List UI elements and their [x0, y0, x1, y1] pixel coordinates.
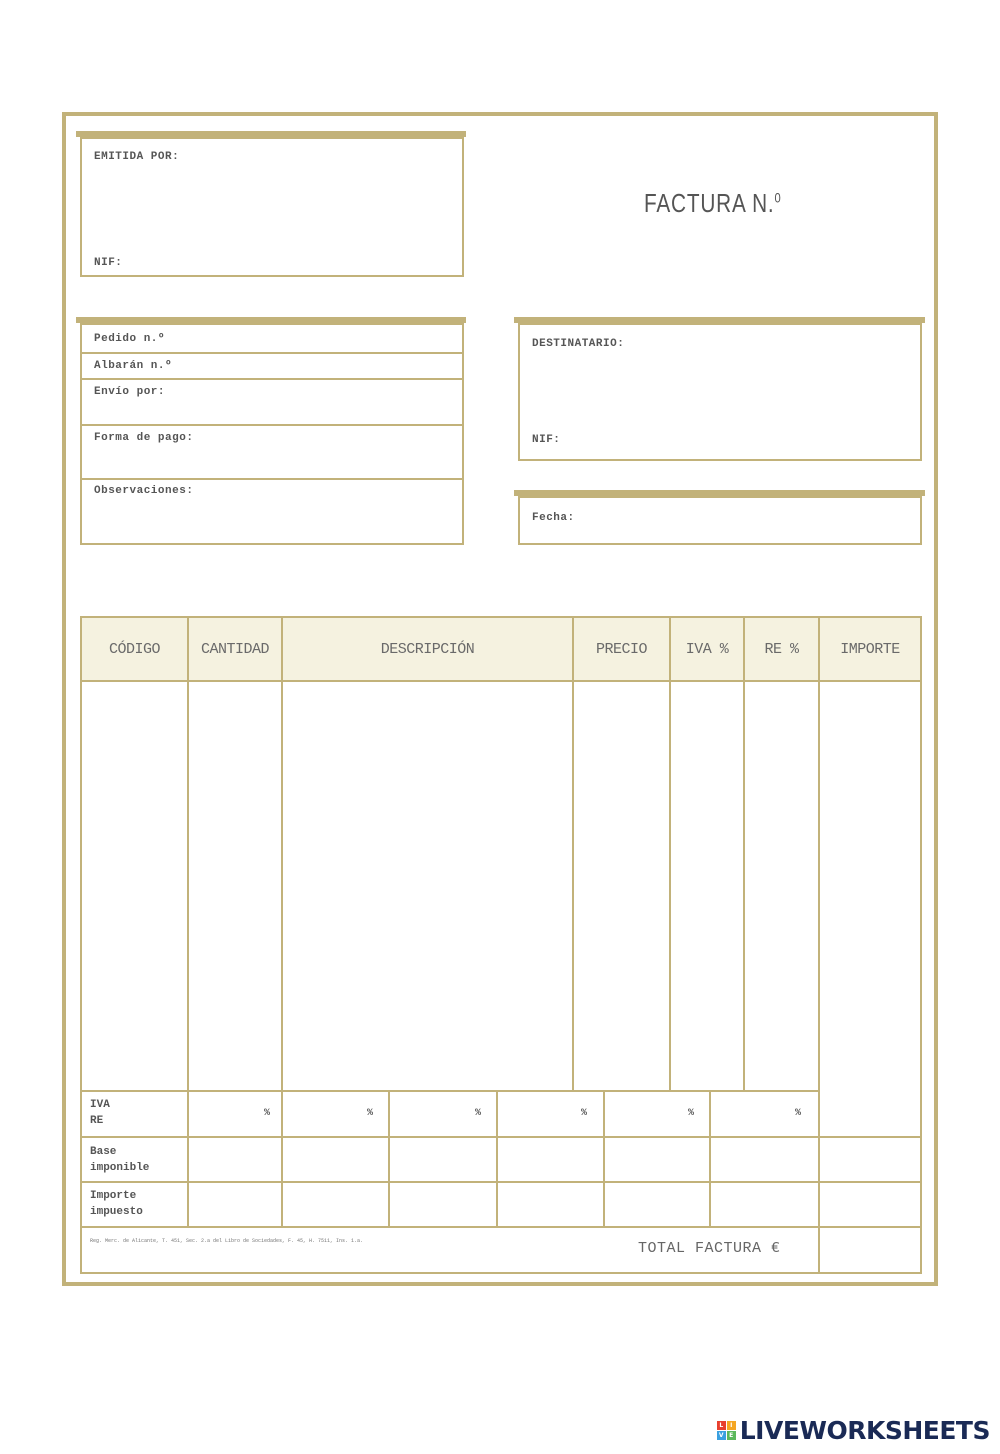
logo-mark-i: I — [727, 1421, 736, 1430]
iva-re-label — [90, 1097, 110, 1129]
pedido-label: Pedido n.º — [94, 333, 166, 345]
pct-2: % — [367, 1108, 374, 1119]
registry-note: Reg. Merc. de Alicante, T. 451, Sec. 2.a del Libro de Sociedades, F. 45, H. 7511, Ins. 1.a. — [90, 1238, 364, 1244]
fecha-label: Fecha: — [532, 512, 575, 524]
col-descripcion: DESCRIPCIÓN — [380, 640, 475, 658]
col-divider — [281, 616, 283, 1092]
divider — [80, 478, 464, 480]
re-row-label: RE — [90, 1115, 104, 1127]
summary-divider — [80, 1136, 922, 1138]
summary-col-divider — [496, 1090, 498, 1228]
col-re: RE % — [764, 640, 799, 658]
logo-text: LIVEWORKSHEETS — [739, 1416, 990, 1445]
col-divider — [743, 616, 745, 1092]
pct-4: % — [581, 1108, 588, 1119]
pct-6: % — [795, 1108, 802, 1119]
pct-5: % — [688, 1108, 695, 1119]
base-label-line1: Base — [90, 1146, 117, 1158]
summary-col-divider — [603, 1090, 605, 1228]
invoice-title: FACTURA N.$^0$ — [644, 188, 782, 218]
pct-3: % — [475, 1108, 482, 1119]
logo-mark-v: V — [717, 1431, 726, 1440]
col-divider — [187, 616, 189, 1092]
col-importe: IMPORTE — [840, 640, 900, 658]
col-divider — [572, 616, 574, 1092]
total-factura-label: TOTAL FACTURA € — [638, 1240, 781, 1257]
date-box — [518, 496, 922, 545]
col-codigo: CÓDIGO — [108, 640, 160, 658]
importe-label-line1: Importe — [90, 1190, 137, 1202]
divider — [80, 378, 464, 380]
summary-divider — [80, 1226, 922, 1228]
importe-impuesto-label — [90, 1188, 143, 1220]
liveworksheets-logo — [717, 1416, 990, 1445]
summary-col-divider — [187, 1090, 189, 1228]
summary-col-divider — [388, 1090, 390, 1228]
forma-pago-label: Forma de pago: — [94, 432, 194, 444]
destinatario-label: DESTINATARIO: — [532, 338, 625, 350]
header-divider — [80, 680, 922, 682]
summary-col-divider — [281, 1090, 283, 1228]
issuer-nif-label: NIF: — [94, 257, 123, 269]
envio-label: Envío por: — [94, 386, 166, 398]
col-iva: IVA % — [685, 640, 729, 658]
logo-mark-icon — [717, 1421, 736, 1440]
logo-mark-l: L — [717, 1421, 726, 1430]
items-table — [80, 616, 922, 1274]
summary-col-divider — [709, 1090, 711, 1228]
col-precio: PRECIO — [595, 640, 647, 658]
iva-row-label: IVA — [90, 1099, 110, 1111]
emitida-label: EMITIDA POR: — [94, 151, 180, 163]
base-label-line2: imponible — [90, 1162, 150, 1174]
col-divider — [669, 616, 671, 1092]
base-label — [90, 1144, 149, 1176]
logo-mark-e: E — [727, 1431, 736, 1440]
divider — [80, 352, 464, 354]
summary-col-divider — [818, 1226, 820, 1274]
divider — [80, 424, 464, 426]
albaran-label: Albarán n.º — [94, 360, 173, 372]
col-cantidad: CANTIDAD — [200, 640, 269, 658]
observaciones-label: Observaciones: — [94, 485, 194, 497]
pct-1: % — [264, 1108, 271, 1119]
summary-divider — [80, 1181, 922, 1183]
importe-label-line2: impuesto — [90, 1206, 143, 1218]
recipient-nif-label: NIF: — [532, 434, 561, 446]
